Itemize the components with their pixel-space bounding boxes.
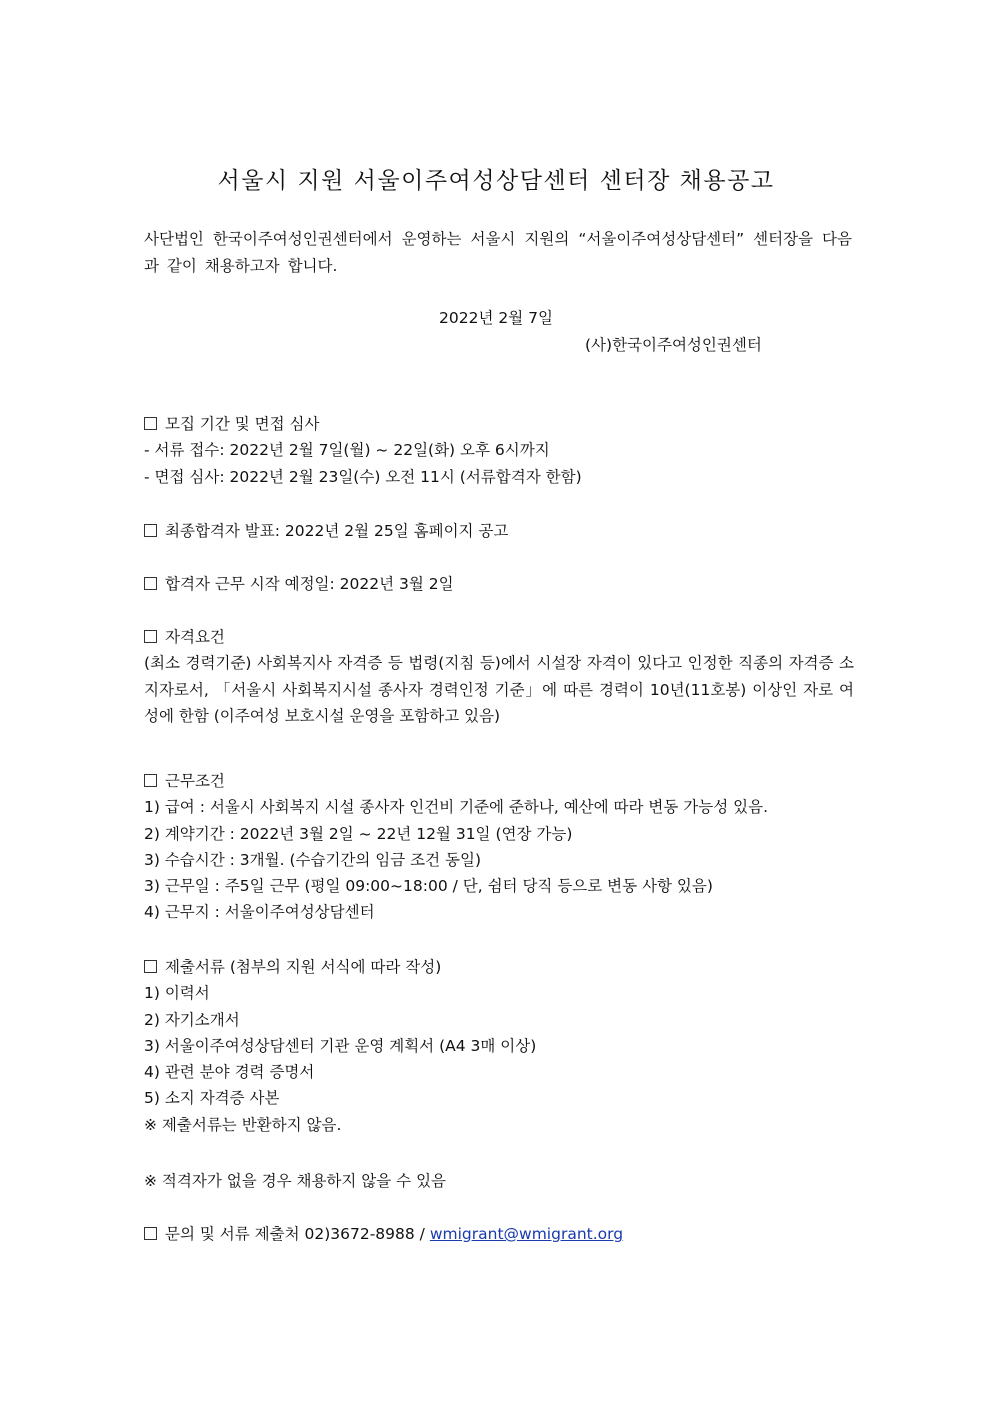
section-heading: 근무조건 [165,772,225,790]
section-heading: 자격요건 [165,628,225,646]
page-title: 서울시 지원 서울이주여성상담센터 센터장 채용공고 [217,168,775,194]
section-note [144,1168,854,1194]
list-item: 3) 근무일 : 주5일 근무 (평일 09:00~18:00 / 단, 쉼터 당직 등으로 변동 사항 있음) [144,877,713,896]
list-item: 1) 급여 : 서울시 사회복지 시설 종사자 인건비 기준에 준하나, 예산에 따라 변동 가능성 있음. [144,798,769,817]
contact-text: 문의 및 서류 제출처 02)3672-8988 / [165,1225,430,1243]
section-qualification [144,624,854,730]
section-contact [144,1221,854,1247]
section-heading: 합격자 근무 시작 예정일: 2022년 3월 2일 [165,575,454,593]
list-item: 5) 소지 자격증 사본 [144,1089,280,1108]
list-item: 2) 자기소개서 [144,1010,240,1029]
list-item: 3) 수습시간 : 3개월. (수습기간의 임금 조건 동일) [144,850,482,869]
organization-name: (사)한국이주여성인권센터 [585,336,762,354]
section-announce [144,518,854,544]
section-heading: 모집 기간 및 면접 심사 [165,415,320,433]
checkbox-bullet-icon [144,774,157,787]
list-item: 4) 관련 분야 경력 증명서 [144,1063,315,1082]
qualification-text: (최소 경력기준) 사회복지사 자격증 등 법령(지침 등)에서 시설장 자격이 있다고 인정한 직종의 자격증 소지자로서, 「서울시 사회복지시설 종사자 경력인정 기준」에 따른 경력이 10년(11호봉) 이상인 자로 여성에 한함 (이주여성 보호시설 운영을 포함하고 있음) [144,654,854,726]
list-item: 3) 서울이주여성상담센터 기관 운영 계획서 (A4 3매 이상) [144,1036,537,1055]
section-conditions [144,768,854,926]
section-documents [144,954,854,1138]
notice-date: 2022년 2월 7일 [439,309,553,327]
section-period [144,411,854,490]
section-heading: 최종합격자 발표: 2022년 2월 25일 홈페이지 공고 [165,522,509,540]
checkbox-bullet-icon [144,524,157,537]
checkbox-bullet-icon [144,577,157,590]
checkbox-bullet-icon [144,960,157,973]
checkbox-bullet-icon [144,630,157,643]
checkbox-bullet-icon [144,417,157,430]
intro-paragraph: 사단법인 한국이주여성인권센터에서 운영하는 서울시 지원의 “서울이주여성상담센터” 센터장을 다음과 같이 채용하고자 합니다. [144,230,852,275]
list-item: 2) 계약기간 : 2022년 3월 2일 ~ 22년 12월 31일 (연장 가능) [144,824,573,843]
list-item: - 면접 심사: 2022년 2월 23일(수) 오전 11시 (서류합격자 한함) [144,467,582,486]
email-link[interactable]: wmigrant@wmigrant.org [429,1225,624,1243]
list-item: 4) 근무지 : 서울이주여성상담센터 [144,903,375,922]
note-text: ※ 적격자가 없을 경우 채용하지 않을 수 있음 [144,1172,447,1190]
checkbox-bullet-icon [144,1227,157,1240]
list-item: ※ 제출서류는 반환하지 않음. [144,1115,342,1134]
list-item: 1) 이력서 [144,984,210,1003]
section-heading: 제출서류 (첨부의 지원 서식에 따라 작성) [165,958,442,976]
section-start [144,571,854,597]
list-item: - 서류 접수: 2022년 2월 7일(월) ~ 22일(화) 오후 6시까지 [144,441,550,460]
